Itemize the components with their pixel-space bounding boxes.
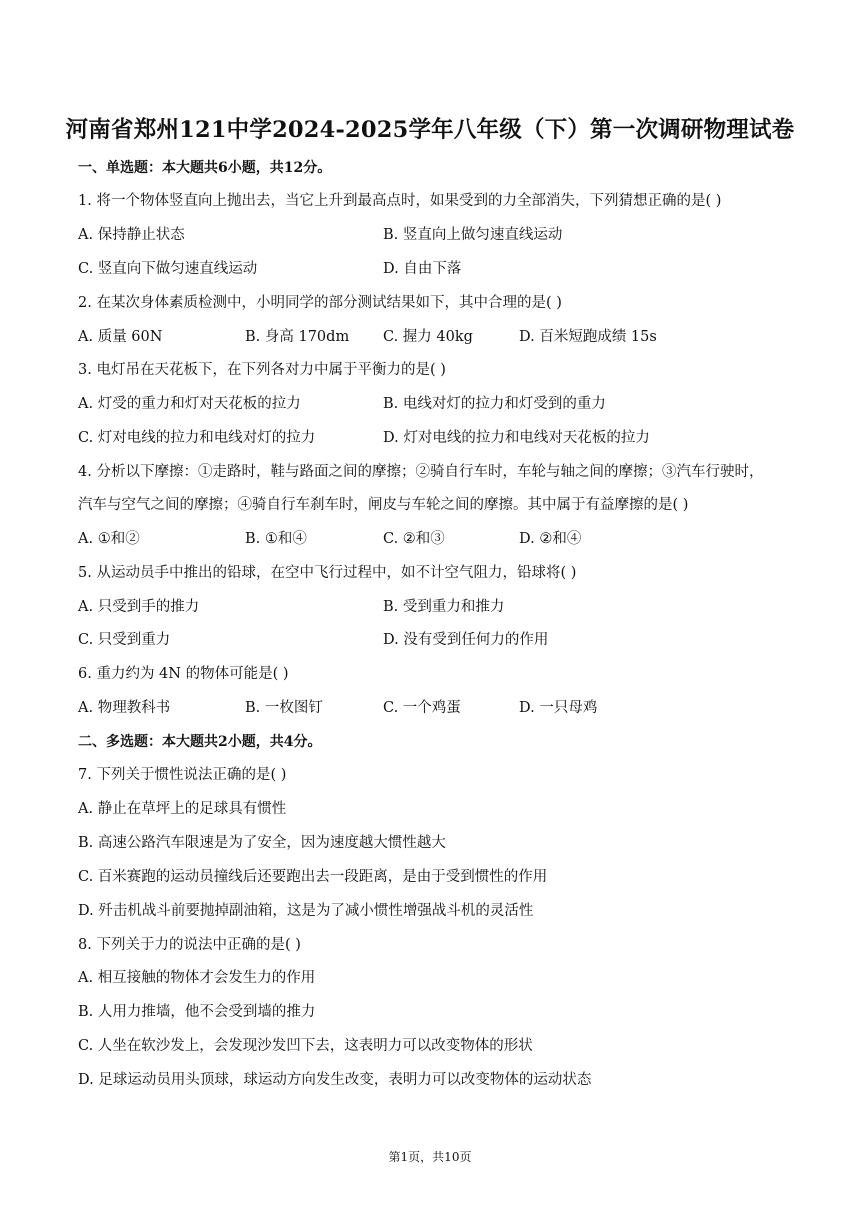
question-5-option-d: D. 没有受到任何力的作用 bbox=[383, 632, 549, 648]
question-7-option-c: C. 百米赛跑的运动员撞线后还要跑出去一段距离，是由于受到惯性的作用 bbox=[78, 869, 548, 885]
question-3-option-a: A. 灯受的重力和灯对天花板的拉力 bbox=[78, 396, 301, 412]
question-1-option-b: B. 竖直向上做匀速直线运动 bbox=[383, 227, 563, 243]
question-5-option-c: C. 只受到重力 bbox=[78, 632, 171, 648]
section-single-choice-heading: 一、单选题：本大题共6小题，共12分。 bbox=[78, 160, 332, 176]
question-3-stem: 3. 电灯吊在天花板下，在下列各对力中属于平衡力的是( ) bbox=[78, 362, 446, 378]
question-1-stem: 1. 将一个物体竖直向上抛出去，当它上升到最高点时，如果受到的力全部消失，下列猜想正确的是( ) bbox=[78, 193, 722, 209]
question-6-option-c: C. 一个鸡蛋 bbox=[383, 700, 461, 716]
question-6-option-d: D. 一只母鸡 bbox=[519, 700, 598, 716]
question-4-option-d: D. ②和④ bbox=[519, 531, 582, 547]
question-2-option-a: A. 质量 60N bbox=[78, 329, 163, 345]
page-footer: 第1页，共10页 bbox=[388, 1150, 472, 1164]
question-5-option-b: B. 受到重力和推力 bbox=[383, 599, 505, 615]
question-3-option-c: C. 灯对电线的拉力和电线对灯的拉力 bbox=[78, 430, 316, 446]
question-5-option-a: A. 只受到手的推力 bbox=[78, 599, 200, 615]
question-6-stem: 6. 重力约为 4N 的物体可能是( ) bbox=[78, 666, 289, 682]
question-1-option-c: C. 竖直向下做匀速直线运动 bbox=[78, 261, 258, 277]
question-7-option-b: B. 高速公路汽车限速是为了安全，因为速度越大惯性越大 bbox=[78, 835, 446, 851]
question-1-option-d: D. 自由下落 bbox=[383, 261, 462, 277]
question-3-option-b: B. 电线对灯的拉力和灯受到的重力 bbox=[383, 396, 606, 412]
question-8-stem: 8. 下列关于力的说法中正确的是( ) bbox=[78, 937, 301, 953]
question-4-option-a: A. ①和② bbox=[78, 531, 140, 547]
question-2-option-d: D. 百米短跑成绩 15s bbox=[519, 329, 657, 345]
question-5-stem: 5. 从运动员手中推出的铅球，在空中飞行过程中，如不计空气阻力，铅球将( ) bbox=[78, 565, 577, 581]
question-8-option-b: B. 人用力推墙，他不会受到墙的推力 bbox=[78, 1004, 316, 1020]
question-4-option-c: C. ②和③ bbox=[383, 531, 445, 547]
question-4-stem-line-1: 4. 分析以下摩擦：①走路时，鞋与路面之间的摩擦；②骑自行车时，车轮与轴之间的摩擦；③汽车行驶时， bbox=[78, 464, 764, 480]
question-8-option-a: A. 相互接触的物体才会发生力的作用 bbox=[78, 970, 316, 986]
question-6-option-b: B. 一枚图钉 bbox=[245, 700, 323, 716]
question-6-option-a: A. 物理教科书 bbox=[78, 700, 171, 716]
question-8-option-c: C. 人坐在软沙发上，会发现沙发凹下去，这表明力可以改变物体的形状 bbox=[78, 1038, 533, 1054]
question-2-stem: 2. 在某次身体素质检测中，小明同学的部分测试结果如下，其中合理的是( ) bbox=[78, 295, 562, 311]
question-3-option-d: D. 灯对电线的拉力和电线对天花板的拉力 bbox=[383, 430, 650, 446]
question-4-stem-line-2: 汽车与空气之间的摩擦；④骑自行车刹车时，闸皮与车轮之间的摩擦。其中属于有益摩擦的是( ) bbox=[78, 497, 689, 513]
section-multiple-choice-heading: 二、多选题：本大题共2小题，共4分。 bbox=[78, 734, 322, 750]
question-2-option-c: C. 握力 40kg bbox=[383, 329, 473, 345]
question-8-option-d: D. 足球运动员用头顶球，球运动方向发生改变，表明力可以改变物体的运动状态 bbox=[78, 1072, 592, 1088]
question-1-option-a: A. 保持静止状态 bbox=[78, 227, 185, 243]
question-7-stem: 7. 下列关于惯性说法正确的是( ) bbox=[78, 767, 287, 783]
question-7-option-a: A. 静止在草坪上的足球具有惯性 bbox=[78, 801, 287, 817]
question-7-option-d: D. 歼击机战斗前要抛掉副油箱，这是为了减小惯性增强战斗机的灵活性 bbox=[78, 903, 534, 919]
question-4-option-b: B. ①和④ bbox=[245, 531, 307, 547]
exam-title: 河南省郑州121中学2024-2025学年八年级（下）第一次调研物理试卷 bbox=[65, 117, 795, 143]
question-2-option-b: B. 身高 170dm bbox=[245, 329, 350, 345]
